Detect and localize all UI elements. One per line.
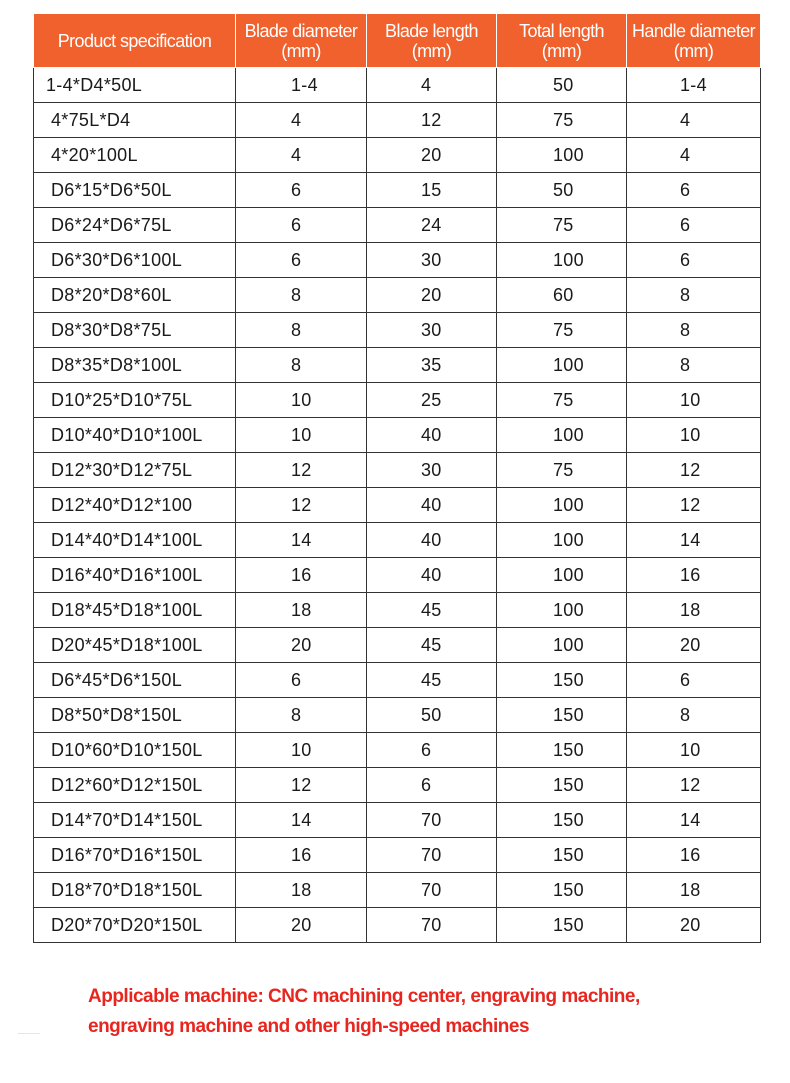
cell-blade-diameter: 8 (236, 698, 367, 733)
cell-total-length: 100 (497, 418, 627, 453)
cell-product-specification: 1-4*D4*50L (34, 68, 236, 103)
header-label: Product specification (57, 30, 212, 51)
cell-blade-diameter: 6 (236, 173, 367, 208)
cell-total-length: 100 (497, 488, 627, 523)
cell-product-specification: D10*60*D10*150L (34, 733, 236, 768)
cell-blade-diameter: 10 (236, 383, 367, 418)
spec-table (33, 13, 761, 943)
cell-handle-diameter: 20 (627, 908, 761, 943)
cell-blade-length: 45 (367, 593, 497, 628)
cell-total-length: 75 (497, 313, 627, 348)
cell-product-specification: D14*40*D14*100L (34, 523, 236, 558)
cell-blade-diameter: 8 (236, 348, 367, 383)
cell-total-length: 100 (497, 593, 627, 628)
cell-blade-diameter: 8 (236, 313, 367, 348)
cell-total-length: 100 (497, 628, 627, 663)
header-blade-diameter (236, 14, 367, 68)
cell-handle-diameter: 1-4 (627, 68, 761, 103)
header-total-length (497, 14, 627, 68)
header-blade-length (367, 14, 497, 68)
table-row (34, 138, 761, 173)
cell-blade-diameter: 6 (236, 243, 367, 278)
cell-total-length: 75 (497, 103, 627, 138)
cell-handle-diameter: 10 (627, 733, 761, 768)
cell-blade-length: 70 (367, 873, 497, 908)
cell-blade-diameter: 20 (236, 908, 367, 943)
cell-handle-diameter: 18 (627, 873, 761, 908)
cell-blade-length: 70 (367, 838, 497, 873)
cell-product-specification: D6*45*D6*150L (34, 663, 236, 698)
table-header-row (34, 14, 761, 68)
header-label: (mm) (541, 40, 582, 61)
cell-handle-diameter: 18 (627, 593, 761, 628)
cell-blade-diameter: 18 (236, 873, 367, 908)
cell-handle-diameter: 4 (627, 103, 761, 138)
cell-product-specification: D8*30*D8*75L (34, 313, 236, 348)
cell-blade-length: 30 (367, 243, 497, 278)
cell-total-length: 150 (497, 838, 627, 873)
table-row (34, 68, 761, 103)
table-row (34, 838, 761, 873)
cell-blade-diameter: 8 (236, 278, 367, 313)
table-row (34, 768, 761, 803)
cell-handle-diameter: 16 (627, 838, 761, 873)
cell-blade-diameter: 18 (236, 593, 367, 628)
header-handle-diameter (627, 14, 761, 68)
table-row (34, 803, 761, 838)
header-label: (mm) (411, 40, 452, 61)
note-line-1: Applicable machine: CNC machining center, engraving machine, (88, 986, 640, 1007)
cell-total-length: 60 (497, 278, 627, 313)
cell-blade-diameter: 14 (236, 523, 367, 558)
cell-product-specification: D8*50*D8*150L (34, 698, 236, 733)
cell-blade-diameter: 4 (236, 138, 367, 173)
cell-blade-diameter: 10 (236, 733, 367, 768)
cell-blade-diameter: 1-4 (236, 68, 367, 103)
table-row (34, 908, 761, 943)
cell-blade-length: 35 (367, 348, 497, 383)
table-row (34, 243, 761, 278)
cell-total-length: 150 (497, 698, 627, 733)
cell-product-specification: D8*20*D8*60L (34, 278, 236, 313)
cell-handle-diameter: 8 (627, 278, 761, 313)
cell-product-specification: D20*70*D20*150L (34, 908, 236, 943)
table-row (34, 208, 761, 243)
header-label: (mm) (281, 40, 321, 61)
cell-total-length: 150 (497, 768, 627, 803)
table-row (34, 628, 761, 663)
cell-blade-length: 40 (367, 488, 497, 523)
table-row (34, 593, 761, 628)
cell-handle-diameter: 10 (627, 383, 761, 418)
header-label: Handle diameter (631, 20, 756, 41)
table-row (34, 558, 761, 593)
cell-product-specification: D12*30*D12*75L (34, 453, 236, 488)
cell-blade-diameter: 16 (236, 558, 367, 593)
cell-product-specification: D10*40*D10*100L (34, 418, 236, 453)
faint-divider (18, 1033, 40, 1034)
header-label: Blade diameter (244, 20, 358, 41)
cell-blade-diameter: 20 (236, 628, 367, 663)
cell-blade-length: 45 (367, 628, 497, 663)
cell-total-length: 50 (497, 68, 627, 103)
cell-total-length: 75 (497, 453, 627, 488)
cell-handle-diameter: 12 (627, 768, 761, 803)
cell-handle-diameter: 8 (627, 313, 761, 348)
table-row (34, 523, 761, 558)
cell-blade-length: 30 (367, 313, 497, 348)
cell-handle-diameter: 8 (627, 348, 761, 383)
cell-total-length: 150 (497, 733, 627, 768)
table-row (34, 103, 761, 138)
table-row (34, 873, 761, 908)
cell-blade-length: 50 (367, 698, 497, 733)
cell-handle-diameter: 8 (627, 698, 761, 733)
cell-total-length: 150 (497, 873, 627, 908)
cell-blade-length: 15 (367, 173, 497, 208)
cell-blade-length: 40 (367, 418, 497, 453)
table-body (34, 68, 761, 943)
header-label: Total length (519, 20, 604, 41)
table-row (34, 698, 761, 733)
cell-total-length: 100 (497, 138, 627, 173)
cell-handle-diameter: 12 (627, 488, 761, 523)
cell-handle-diameter: 20 (627, 628, 761, 663)
cell-product-specification: D18*45*D18*100L (34, 593, 236, 628)
cell-blade-length: 70 (367, 908, 497, 943)
cell-product-specification: D16*40*D16*100L (34, 558, 236, 593)
header-label: Blade length (385, 20, 478, 41)
cell-blade-diameter: 16 (236, 838, 367, 873)
table-row (34, 278, 761, 313)
cell-handle-diameter: 4 (627, 138, 761, 173)
cell-product-specification: D14*70*D14*150L (34, 803, 236, 838)
cell-blade-length: 25 (367, 383, 497, 418)
cell-total-length: 100 (497, 348, 627, 383)
cell-blade-length: 45 (367, 663, 497, 698)
cell-product-specification: D18*70*D18*150L (34, 873, 236, 908)
table-row (34, 173, 761, 208)
cell-blade-diameter: 4 (236, 103, 367, 138)
cell-blade-diameter: 6 (236, 208, 367, 243)
cell-product-specification: D10*25*D10*75L (34, 383, 236, 418)
table-row (34, 383, 761, 418)
cell-handle-diameter: 14 (627, 803, 761, 838)
cell-blade-length: 20 (367, 138, 497, 173)
cell-product-specification: D6*30*D6*100L (34, 243, 236, 278)
cell-total-length: 150 (497, 908, 627, 943)
cell-handle-diameter: 10 (627, 418, 761, 453)
applicable-machine-note (88, 982, 768, 1042)
cell-product-specification: D20*45*D18*100L (34, 628, 236, 663)
cell-product-specification: D6*24*D6*75L (34, 208, 236, 243)
cell-blade-diameter: 6 (236, 663, 367, 698)
cell-handle-diameter: 12 (627, 453, 761, 488)
cell-total-length: 50 (497, 173, 627, 208)
cell-blade-length: 24 (367, 208, 497, 243)
header-label: (mm) (673, 40, 714, 61)
cell-product-specification: 4*75L*D4 (34, 103, 236, 138)
cell-blade-length: 20 (367, 278, 497, 313)
cell-product-specification: D12*60*D12*150L (34, 768, 236, 803)
cell-handle-diameter: 14 (627, 523, 761, 558)
cell-total-length: 150 (497, 803, 627, 838)
cell-blade-length: 6 (367, 768, 497, 803)
cell-blade-diameter: 12 (236, 453, 367, 488)
cell-blade-length: 40 (367, 523, 497, 558)
table-row (34, 733, 761, 768)
cell-blade-diameter: 14 (236, 803, 367, 838)
cell-total-length: 150 (497, 663, 627, 698)
cell-handle-diameter: 6 (627, 208, 761, 243)
cell-total-length: 100 (497, 523, 627, 558)
table-row (34, 663, 761, 698)
cell-handle-diameter: 16 (627, 558, 761, 593)
cell-handle-diameter: 6 (627, 173, 761, 208)
cell-product-specification: 4*20*100L (34, 138, 236, 173)
cell-product-specification: D6*15*D6*50L (34, 173, 236, 208)
table-row (34, 418, 761, 453)
table-row (34, 488, 761, 523)
cell-product-specification: D16*70*D16*150L (34, 838, 236, 873)
header-product-specification (34, 14, 236, 68)
cell-blade-diameter: 10 (236, 418, 367, 453)
table-row (34, 453, 761, 488)
cell-blade-length: 12 (367, 103, 497, 138)
cell-total-length: 100 (497, 243, 627, 278)
cell-blade-diameter: 12 (236, 768, 367, 803)
cell-product-specification: D8*35*D8*100L (34, 348, 236, 383)
cell-handle-diameter: 6 (627, 663, 761, 698)
cell-blade-length: 70 (367, 803, 497, 838)
note-line-2: engraving machine and other high-speed machines (88, 1016, 530, 1037)
cell-product-specification: D12*40*D12*100 (34, 488, 236, 523)
table-row (34, 313, 761, 348)
cell-blade-length: 40 (367, 558, 497, 593)
cell-blade-length: 6 (367, 733, 497, 768)
cell-blade-length: 4 (367, 68, 497, 103)
table-row (34, 348, 761, 383)
cell-blade-diameter: 12 (236, 488, 367, 523)
cell-total-length: 75 (497, 383, 627, 418)
cell-total-length: 100 (497, 558, 627, 593)
cell-blade-length: 30 (367, 453, 497, 488)
cell-total-length: 75 (497, 208, 627, 243)
cell-handle-diameter: 6 (627, 243, 761, 278)
